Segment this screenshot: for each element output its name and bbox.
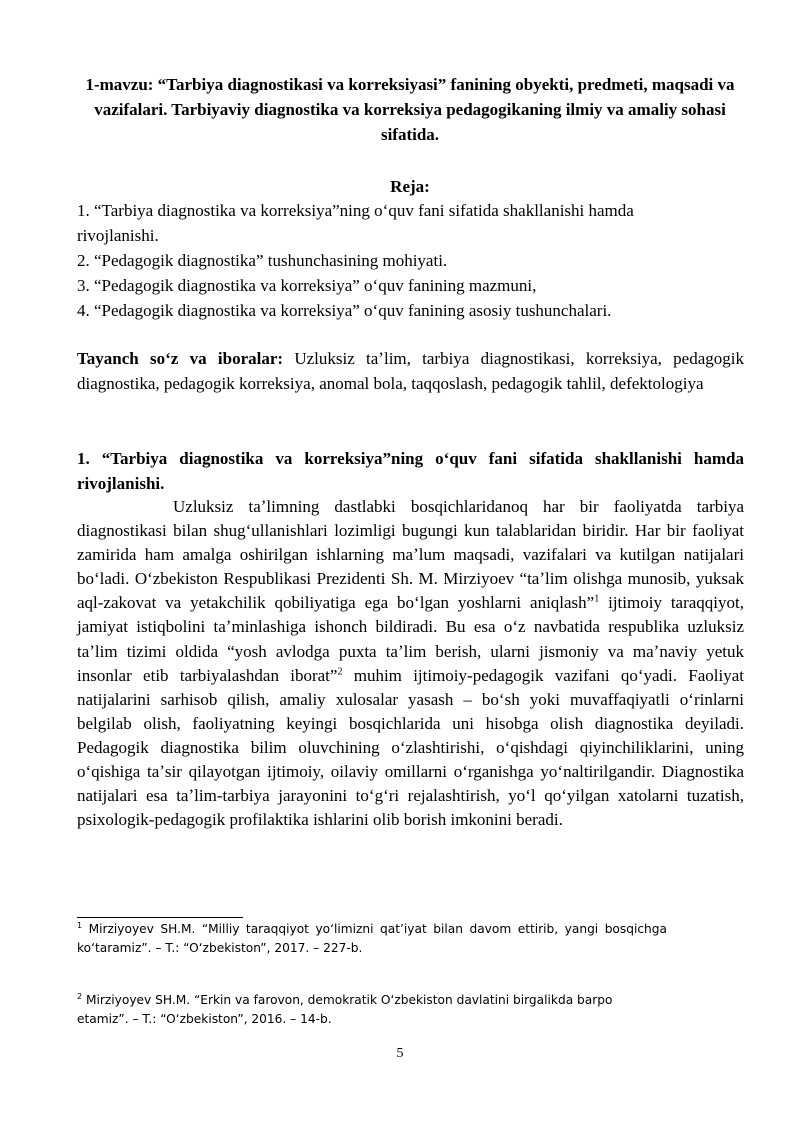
footnote-reference: 1: [594, 593, 600, 605]
paragraph-text: ijtimoiy taraqqiyot, jamiyat istiqbolini taʼminlashiga ishonch bildiradi. Bu esa oʻz navbatida respublika uzluksiz taʼlim tizimi oldida “yosh avlodga puxta taʼlim berish, ularni jismoniy va maʼnaviy yetuk insonlar etib tarbiyalashdan iborat”: [77, 593, 744, 685]
page-number: 5: [396, 1046, 404, 1061]
plan-item: 3. “Pedagogik diagnostika va korreksiya” oʻquv fanining mazmuni,: [77, 276, 537, 295]
footnote-separator: [77, 917, 243, 918]
section-heading: 1. “Tarbiya diagnostika va korreksiya”ning oʻquv fani sifatida shakllanishi hamda rivojlanishi.: [77, 449, 744, 493]
body-paragraph: [77, 495, 744, 832]
paragraph-text: muhim ijtimoiy-pedagogik vazifani qoʻyadi. Faoliyat natijalarini sarhisob qilish, amaliy xulosalar yasash – boʻsh yoki muvaffaqiyatli oʻrinlarni belgilab olish, faoliyatning keyingi bosqichlarida uni hisobga olish diagnostika deyiladi. Pedagogik diagnostika bilim oluvchining oʻzlashtirishi, oʻqishdagi qiyinchiliklarini, uning oʻqishiga taʼsir qilayotgan ijtimoiy, oilaviy omillarni oʻrganishga yoʻnaltirilgandir. Diagnostika natijalari esa taʼlim-tarbiya jarayonini toʻgʻri rejalashtirish, yoʻl qoʻyilgan xatolarni tuzatish, psixologik-pedagogik profilaktika ishlarini olib borish imkonini beradi.: [77, 665, 745, 830]
keywords-label: Tayanch soʻz va iboralar:: [77, 349, 284, 368]
paragraph-text: Uzluksiz taʼlimning dastlabki bosqichlaridanoq har bir faoliyatda tarbiya diagnostikasi bilan shugʻullanishlari lozimligi bugungi kun talablaridan biridir. Har bir faoliyat zamirida ham amalga oshirilgan ishlarning maʼlum maqsadi, vazifalari va kutilgan natijalari boʻladi. Oʻzbekiston Respublikasi Prezidenti Sh. M. Mirziyoev “taʼlim olishga munosib, yuksak aql-zakovat va yetakchilik qobiliyatiga ega boʻlgan yoshlarni aniqlash”: [77, 497, 744, 613]
footnote: [77, 991, 667, 1029]
page-title: 1-mavzu: “Tarbiya diagnostikasi va korreksiyasi” fanining obyekti, predmeti, maqsadi va vazifalari. Tarbiyaviy diagnostika va korreksiya pedagogikaning ilmiy va amaliy sohasi sifatida.: [85, 75, 735, 144]
keywords-paragraph: [77, 346, 744, 396]
plan-heading: Reja:: [390, 177, 430, 196]
footnote: [77, 920, 667, 958]
footnote-mark: 2: [77, 991, 83, 1001]
footnote-reference: 2: [337, 666, 343, 677]
plan-item: 4. “Pedagogik diagnostika va korreksiya” oʻquv fanining asosiy tushunchalari.: [77, 301, 612, 320]
footnote-text: Mirziyoyev SH.M. “Erkin va farovon, demokratik Oʻzbekiston davlatini birgalikda barpo etamiz”. – T.: “Oʻzbekiston”, 2016. – 14-b.: [77, 993, 613, 1026]
footnote-mark: 1: [77, 920, 83, 930]
keywords-text: Uzluksiz taʼlim, tarbiya diagnostikasi, korreksiya, pedagogik diagnostika, pedagogik korreksiya, anomal bola, taqqoslash, pedagogik tahlil, defektologiya: [77, 349, 744, 393]
plan-list: [77, 198, 747, 323]
plan-item: 2. “Pedagogik diagnostika” tushunchasining mohiyati.: [77, 251, 448, 270]
plan-item: 1. “Tarbiya diagnostika va korreksiya”ning oʻquv fani sifatida shakllanishi hamda rivojlanishi.: [77, 201, 634, 245]
footnote-text: Mirziyoyev SH.M. “Milliy taraqqiyot yoʻlimizni qatʼiyat bilan davom ettirib, yangi bosqichga koʻtaramiz”. – T.: “Oʻzbekiston”, 2017. – 227-b.: [77, 922, 667, 955]
